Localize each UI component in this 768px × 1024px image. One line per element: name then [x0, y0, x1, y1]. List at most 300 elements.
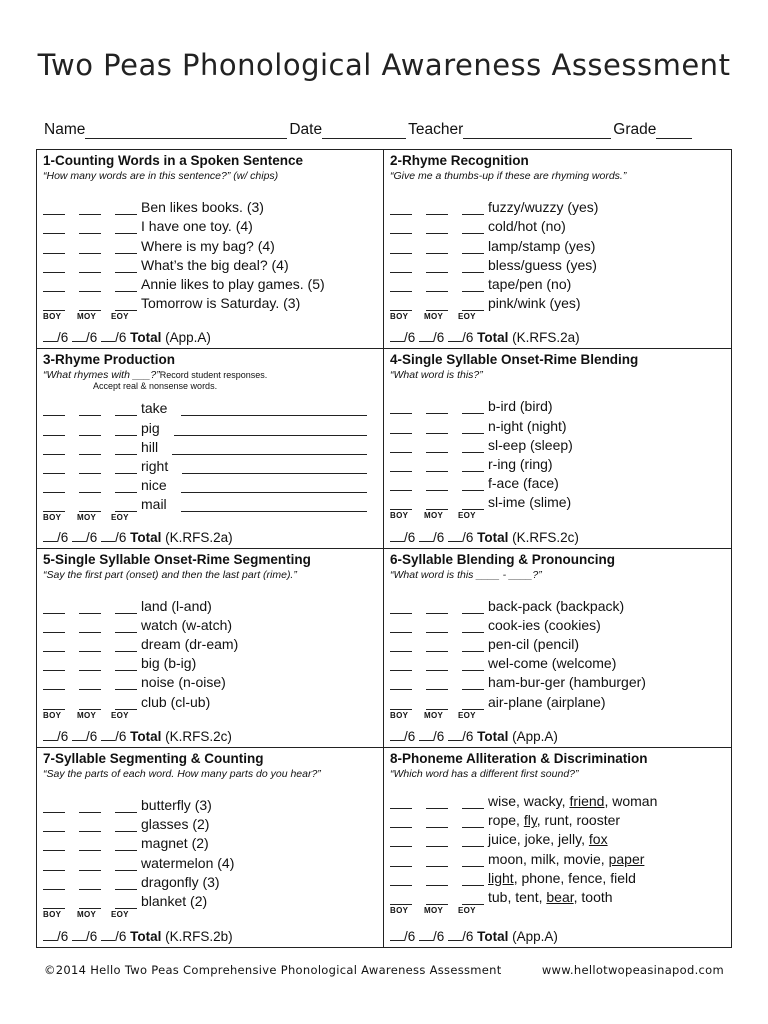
- list-item: [43, 813, 377, 832]
- boy-total-blank[interactable]: [43, 530, 57, 542]
- boy-total-blank[interactable]: [390, 530, 404, 542]
- moy-score-blank[interactable]: [426, 892, 448, 905]
- total-line: [390, 530, 579, 545]
- section-title: 1-Counting Words in a Spoken Sentence: [43, 153, 304, 168]
- eoy-label: EOY: [111, 710, 129, 720]
- section-title: 3-Rhyme Production: [43, 352, 176, 368]
- boy-label: BOY: [43, 312, 62, 322]
- eoy-score-blank[interactable]: [462, 697, 484, 710]
- boy-score-blank[interactable]: [43, 480, 65, 493]
- list-item: [43, 832, 377, 851]
- item-text: noise (n-oise): [141, 674, 226, 691]
- section-instruction: [390, 369, 731, 381]
- section-title: 4-Single Syllable Onset-Rime Blending: [390, 352, 639, 368]
- grade-label: Grade: [613, 121, 657, 138]
- eoy-score-blank[interactable]: [462, 260, 484, 273]
- moy-score-blank[interactable]: [79, 423, 101, 436]
- moy-score-blank[interactable]: [426, 497, 448, 510]
- date-field[interactable]: [322, 124, 406, 139]
- boy-score-blank[interactable]: [43, 461, 65, 474]
- eoy-score-blank[interactable]: [462, 459, 484, 472]
- total-line: [43, 929, 233, 944]
- item-text: butterfly (3): [141, 796, 212, 813]
- boy-score-blank[interactable]: [390, 620, 412, 633]
- eoy-score-blank[interactable]: [462, 401, 484, 414]
- moy-score-blank[interactable]: [426, 658, 448, 671]
- section-instruction: [43, 768, 383, 780]
- eoy-total-blank[interactable]: [101, 330, 115, 342]
- eoy-score-blank[interactable]: [115, 298, 137, 311]
- response-line[interactable]: [181, 480, 367, 493]
- moy-score-blank[interactable]: [79, 221, 101, 234]
- item-text: watch (w-atch): [141, 616, 233, 633]
- moy-score-blank[interactable]: [79, 838, 101, 851]
- eoy-score-blank[interactable]: [462, 796, 484, 809]
- moy-label: MOY: [424, 905, 444, 915]
- list-item: [390, 867, 725, 886]
- instruction-text: “Say the parts of each word. How many parts do you hear?”: [43, 767, 321, 780]
- item-text: glasses (2): [141, 816, 210, 833]
- section-5: [37, 549, 384, 748]
- list-item: [43, 614, 377, 633]
- list-item: [390, 273, 725, 292]
- item-text: lamp/stamp (yes): [488, 237, 596, 254]
- total-denominator: /6: [462, 529, 474, 545]
- eoy-score-blank[interactable]: [462, 639, 484, 652]
- boy-score-blank[interactable]: [390, 697, 412, 710]
- eoy-score-blank[interactable]: [115, 601, 137, 614]
- eoy-score-blank[interactable]: [462, 298, 484, 311]
- standard-reference: (K.RFS.2a): [165, 529, 233, 545]
- boy-score-blank[interactable]: [43, 499, 65, 512]
- list-item: [43, 416, 377, 435]
- boy-score-blank[interactable]: [43, 620, 65, 633]
- boy-score-blank[interactable]: [390, 221, 412, 234]
- section-2: [384, 150, 731, 349]
- item-list: [390, 395, 725, 510]
- eoy-total-blank[interactable]: [101, 729, 115, 741]
- grade-field[interactable]: [656, 124, 692, 139]
- moy-score-blank[interactable]: [79, 896, 101, 909]
- moy-total-blank[interactable]: [72, 729, 86, 741]
- item-text: [488, 831, 608, 847]
- section-title: 7-Syllable Segmenting & Counting: [43, 750, 264, 766]
- eoy-score-blank[interactable]: [115, 658, 137, 671]
- item-text-pre: juice, joke, jelly,: [488, 831, 589, 848]
- eoy-score-blank[interactable]: [115, 800, 137, 813]
- boy-score-blank[interactable]: [390, 497, 412, 510]
- list-item: [43, 890, 377, 909]
- total-denominator: /6: [115, 728, 127, 744]
- section-note: Accept real & nonsense words.: [93, 381, 218, 392]
- moy-score-blank[interactable]: [426, 241, 448, 254]
- period-legend: [390, 711, 492, 720]
- moy-score-blank[interactable]: [426, 620, 448, 633]
- period-legend: [390, 312, 492, 321]
- total-denominator: /6: [57, 728, 69, 744]
- moy-score-blank[interactable]: [79, 639, 101, 652]
- name-field[interactable]: [85, 124, 287, 139]
- boy-score-blank[interactable]: [43, 819, 65, 832]
- eoy-score-blank[interactable]: [462, 202, 484, 215]
- item-list: [43, 595, 377, 710]
- boy-score-blank[interactable]: [43, 639, 65, 652]
- list-item: [43, 436, 377, 455]
- boy-total-blank[interactable]: [43, 929, 57, 941]
- boy-score-blank[interactable]: [390, 639, 412, 652]
- eoy-score-blank[interactable]: [115, 677, 137, 690]
- boy-score-blank[interactable]: [390, 677, 412, 690]
- section-title: 6-Syllable Blending & Pronouncing: [390, 551, 616, 567]
- eoy-score-blank[interactable]: [115, 241, 137, 254]
- eoy-score-blank[interactable]: [462, 497, 484, 510]
- moy-score-blank[interactable]: [426, 202, 448, 215]
- boy-label: BOY: [390, 511, 409, 521]
- total-denominator: /6: [115, 529, 127, 545]
- total-label: Total: [477, 929, 509, 944]
- moy-score-blank[interactable]: [79, 800, 101, 813]
- eoy-score-blank[interactable]: [115, 697, 137, 710]
- section-instruction: [43, 170, 383, 182]
- item-text-post: , runt, rooster: [536, 812, 621, 829]
- moy-total-blank[interactable]: [419, 729, 433, 741]
- boy-score-blank[interactable]: [390, 834, 412, 847]
- response-line[interactable]: [181, 403, 367, 416]
- eoy-score-blank[interactable]: [115, 620, 137, 633]
- moy-score-blank[interactable]: [79, 620, 101, 633]
- list-item: [390, 215, 725, 234]
- section-8: [384, 748, 731, 947]
- item-text: watermelon (4): [141, 854, 235, 871]
- item-text-pre: moon, milk, movie,: [488, 850, 609, 867]
- total-label: Total: [477, 529, 509, 545]
- item-list: [390, 790, 725, 905]
- eoy-score-blank[interactable]: [462, 677, 484, 690]
- boy-score-blank[interactable]: [390, 459, 412, 472]
- eoy-score-blank[interactable]: [115, 877, 137, 890]
- eoy-score-blank[interactable]: [462, 620, 484, 633]
- moy-score-blank[interactable]: [79, 658, 101, 671]
- moy-score-blank[interactable]: [79, 697, 101, 710]
- moy-score-blank[interactable]: [79, 298, 101, 311]
- boy-score-blank[interactable]: [390, 421, 412, 434]
- boy-score-blank[interactable]: [390, 298, 412, 311]
- moy-score-blank[interactable]: [426, 601, 448, 614]
- eoy-label: EOY: [111, 909, 129, 919]
- response-line[interactable]: [182, 461, 367, 474]
- list-item: [43, 633, 377, 652]
- instruction-text: “How many words are in this sentence?” (w/ chips): [43, 170, 279, 182]
- eoy-score-blank[interactable]: [462, 834, 484, 847]
- item-text-post: , tooth: [573, 888, 613, 905]
- boy-score-blank[interactable]: [43, 800, 65, 813]
- eoy-score-blank[interactable]: [462, 892, 484, 905]
- response-line[interactable]: [172, 442, 367, 455]
- eoy-score-blank[interactable]: [115, 279, 137, 292]
- boy-score-blank[interactable]: [43, 298, 65, 311]
- moy-score-blank[interactable]: [426, 815, 448, 828]
- eoy-total-blank[interactable]: [448, 530, 462, 542]
- boy-total-blank[interactable]: [390, 729, 404, 741]
- list-item: [43, 234, 377, 253]
- list-item: [43, 794, 377, 813]
- moy-label: MOY: [77, 513, 97, 523]
- list-item: [390, 847, 725, 866]
- total-denominator: /6: [57, 330, 69, 346]
- boy-total-blank[interactable]: [43, 729, 57, 741]
- boy-score-blank[interactable]: [390, 260, 412, 273]
- eoy-total-blank[interactable]: [448, 330, 462, 342]
- moy-score-blank[interactable]: [79, 260, 101, 273]
- eoy-total-blank[interactable]: [101, 530, 115, 542]
- boy-score-blank[interactable]: [43, 877, 65, 890]
- moy-score-blank[interactable]: [79, 403, 101, 416]
- moy-score-blank[interactable]: [426, 459, 448, 472]
- standard-reference: (K.RFS.2a): [512, 330, 580, 346]
- eoy-score-blank[interactable]: [462, 221, 484, 234]
- boy-score-blank[interactable]: [390, 873, 412, 886]
- moy-total-blank[interactable]: [419, 330, 433, 342]
- section-title: 8-Phoneme Alliteration & Discrimination: [390, 750, 648, 766]
- eoy-score-blank[interactable]: [115, 260, 137, 273]
- date-label: Date: [289, 121, 323, 138]
- eoy-score-blank[interactable]: [115, 819, 137, 832]
- different-sound-word: friend: [569, 792, 605, 809]
- list-item: [43, 652, 377, 671]
- list-item: [43, 690, 377, 709]
- moy-score-blank[interactable]: [426, 260, 448, 273]
- item-text-post: , phone, fence, field: [513, 869, 636, 886]
- moy-label: MOY: [77, 909, 97, 919]
- boy-score-blank[interactable]: [390, 892, 412, 905]
- eoy-total-blank[interactable]: [101, 929, 115, 941]
- eoy-score-blank[interactable]: [115, 423, 137, 436]
- boy-label: BOY: [390, 710, 409, 720]
- eoy-score-blank[interactable]: [462, 421, 484, 434]
- section-instruction: [390, 170, 731, 182]
- item-text: air-plane (airplane): [488, 693, 606, 710]
- moy-score-blank[interactable]: [79, 480, 101, 493]
- total-denominator: /6: [462, 728, 474, 744]
- instruction-extra: Record student responses.: [159, 370, 268, 381]
- boy-label: BOY: [43, 909, 62, 919]
- total-label: Total: [130, 929, 162, 944]
- moy-score-blank[interactable]: [426, 639, 448, 652]
- total-label: Total: [477, 330, 509, 346]
- list-item: [390, 671, 725, 690]
- boy-total-blank[interactable]: [390, 929, 404, 941]
- eoy-score-blank[interactable]: [115, 221, 137, 234]
- section-instruction: [43, 569, 383, 581]
- boy-score-blank[interactable]: [390, 241, 412, 254]
- boy-score-blank[interactable]: [390, 815, 412, 828]
- eoy-score-blank[interactable]: [115, 639, 137, 652]
- item-text: [488, 793, 657, 809]
- section-1: [37, 150, 384, 349]
- instruction-text: “Give me a thumbs-up if these are rhyming words.”: [390, 170, 627, 182]
- item-text: bless/guess (yes): [488, 256, 597, 273]
- moy-score-blank[interactable]: [79, 279, 101, 292]
- section-title: 5-Single Syllable Onset-Rime Segmenting: [43, 551, 311, 567]
- moy-total-blank[interactable]: [72, 530, 86, 542]
- boy-score-blank[interactable]: [43, 260, 65, 273]
- section-3: [37, 349, 384, 548]
- moy-total-blank[interactable]: [72, 330, 86, 342]
- item-text: sl-eep (sleep): [488, 436, 573, 453]
- moy-score-blank[interactable]: [426, 421, 448, 434]
- boy-label: BOY: [390, 312, 409, 322]
- item-text: tape/pen (no): [488, 275, 572, 292]
- total-line: [390, 330, 580, 345]
- boy-score-blank[interactable]: [390, 658, 412, 671]
- response-line[interactable]: [174, 423, 367, 436]
- eoy-score-blank[interactable]: [462, 854, 484, 867]
- eoy-score-blank[interactable]: [462, 440, 484, 453]
- boy-score-blank[interactable]: [43, 858, 65, 871]
- eoy-score-blank[interactable]: [115, 858, 137, 871]
- total-line: [390, 929, 558, 944]
- boy-score-blank[interactable]: [390, 478, 412, 491]
- moy-score-blank[interactable]: [426, 478, 448, 491]
- eoy-score-blank[interactable]: [462, 241, 484, 254]
- moy-score-blank[interactable]: [426, 873, 448, 886]
- eoy-score-blank[interactable]: [115, 202, 137, 215]
- boy-score-blank[interactable]: [390, 796, 412, 809]
- eoy-score-blank[interactable]: [115, 461, 137, 474]
- boy-score-blank[interactable]: [390, 440, 412, 453]
- boy-score-blank[interactable]: [43, 202, 65, 215]
- eoy-score-blank[interactable]: [115, 838, 137, 851]
- total-denominator: /6: [404, 330, 416, 346]
- eoy-score-blank[interactable]: [462, 279, 484, 292]
- item-text: nice: [141, 477, 167, 494]
- teacher-field[interactable]: [463, 124, 611, 139]
- boy-score-blank[interactable]: [390, 401, 412, 414]
- boy-score-blank[interactable]: [43, 838, 65, 851]
- item-list: [390, 196, 725, 311]
- eoy-total-blank[interactable]: [448, 729, 462, 741]
- item-list: [390, 595, 725, 710]
- moy-total-blank[interactable]: [72, 929, 86, 941]
- item-text: big (b-ig): [141, 655, 197, 672]
- eoy-score-blank[interactable]: [115, 499, 137, 512]
- boy-score-blank[interactable]: [43, 658, 65, 671]
- boy-score-blank[interactable]: [43, 601, 65, 614]
- moy-score-blank[interactable]: [79, 241, 101, 254]
- list-item: [390, 790, 725, 809]
- item-text: Where is my bag? (4): [141, 237, 275, 254]
- boy-score-blank[interactable]: [43, 677, 65, 690]
- section-7: [37, 748, 384, 947]
- eoy-score-blank[interactable]: [115, 442, 137, 455]
- moy-score-blank[interactable]: [79, 499, 101, 512]
- boy-score-blank[interactable]: [43, 403, 65, 416]
- boy-score-blank[interactable]: [43, 697, 65, 710]
- moy-score-blank[interactable]: [426, 677, 448, 690]
- moy-score-blank[interactable]: [79, 819, 101, 832]
- boy-total-blank[interactable]: [390, 330, 404, 342]
- moy-score-blank[interactable]: [426, 796, 448, 809]
- total-denominator: /6: [404, 728, 416, 744]
- moy-score-blank[interactable]: [79, 442, 101, 455]
- moy-score-blank[interactable]: [426, 221, 448, 234]
- list-item: [43, 455, 377, 474]
- boy-label: BOY: [390, 905, 409, 915]
- period-legend: [43, 711, 145, 720]
- moy-score-blank[interactable]: [426, 854, 448, 867]
- list-item: [390, 234, 725, 253]
- moy-score-blank[interactable]: [426, 401, 448, 414]
- item-text-pre: tub, tent,: [488, 888, 547, 905]
- eoy-score-blank[interactable]: [115, 896, 137, 909]
- moy-score-blank[interactable]: [79, 677, 101, 690]
- item-text: [488, 870, 636, 886]
- eoy-score-blank[interactable]: [462, 601, 484, 614]
- total-denominator: /6: [86, 330, 98, 346]
- moy-score-blank[interactable]: [426, 279, 448, 292]
- moy-score-blank[interactable]: [426, 298, 448, 311]
- item-text: Tomorrow is Saturday. (3): [141, 295, 301, 312]
- total-denominator: /6: [462, 929, 474, 944]
- boy-score-blank[interactable]: [390, 854, 412, 867]
- eoy-score-blank[interactable]: [462, 478, 484, 491]
- total-label: Total: [130, 529, 162, 545]
- moy-score-blank[interactable]: [426, 697, 448, 710]
- total-denominator: /6: [115, 929, 127, 944]
- boy-score-blank[interactable]: [43, 423, 65, 436]
- boy-score-blank[interactable]: [43, 241, 65, 254]
- boy-score-blank[interactable]: [43, 442, 65, 455]
- item-text: dragonfly (3): [141, 873, 220, 890]
- moy-score-blank[interactable]: [426, 834, 448, 847]
- boy-score-blank[interactable]: [390, 279, 412, 292]
- boy-score-blank[interactable]: [43, 221, 65, 234]
- eoy-score-blank[interactable]: [462, 658, 484, 671]
- item-text: wel-come (welcome): [488, 655, 617, 672]
- period-legend: [390, 906, 492, 915]
- section-instruction: [390, 569, 731, 581]
- total-line: [43, 729, 232, 744]
- item-text-post: , woman: [604, 792, 658, 809]
- page-title: Two Peas Phonological Awareness Assessment: [37, 48, 731, 82]
- eoy-total-blank[interactable]: [448, 929, 462, 941]
- boy-total-blank[interactable]: [43, 330, 57, 342]
- moy-score-blank[interactable]: [79, 461, 101, 474]
- list-item: [390, 828, 725, 847]
- moy-score-blank[interactable]: [426, 440, 448, 453]
- moy-score-blank[interactable]: [79, 877, 101, 890]
- moy-score-blank[interactable]: [79, 601, 101, 614]
- boy-score-blank[interactable]: [43, 896, 65, 909]
- eoy-score-blank[interactable]: [115, 403, 137, 416]
- response-line[interactable]: [181, 499, 367, 512]
- moy-score-blank[interactable]: [79, 202, 101, 215]
- moy-total-blank[interactable]: [419, 530, 433, 542]
- boy-score-blank[interactable]: [390, 202, 412, 215]
- total-denominator: /6: [433, 330, 445, 346]
- item-list: [43, 397, 377, 512]
- boy-score-blank[interactable]: [43, 279, 65, 292]
- eoy-score-blank[interactable]: [462, 873, 484, 886]
- moy-total-blank[interactable]: [419, 929, 433, 941]
- different-sound-word: fly: [523, 812, 537, 829]
- boy-score-blank[interactable]: [390, 601, 412, 614]
- moy-score-blank[interactable]: [79, 858, 101, 871]
- item-list: [43, 794, 377, 909]
- eoy-score-blank[interactable]: [115, 480, 137, 493]
- eoy-label: EOY: [458, 511, 476, 521]
- eoy-score-blank[interactable]: [462, 815, 484, 828]
